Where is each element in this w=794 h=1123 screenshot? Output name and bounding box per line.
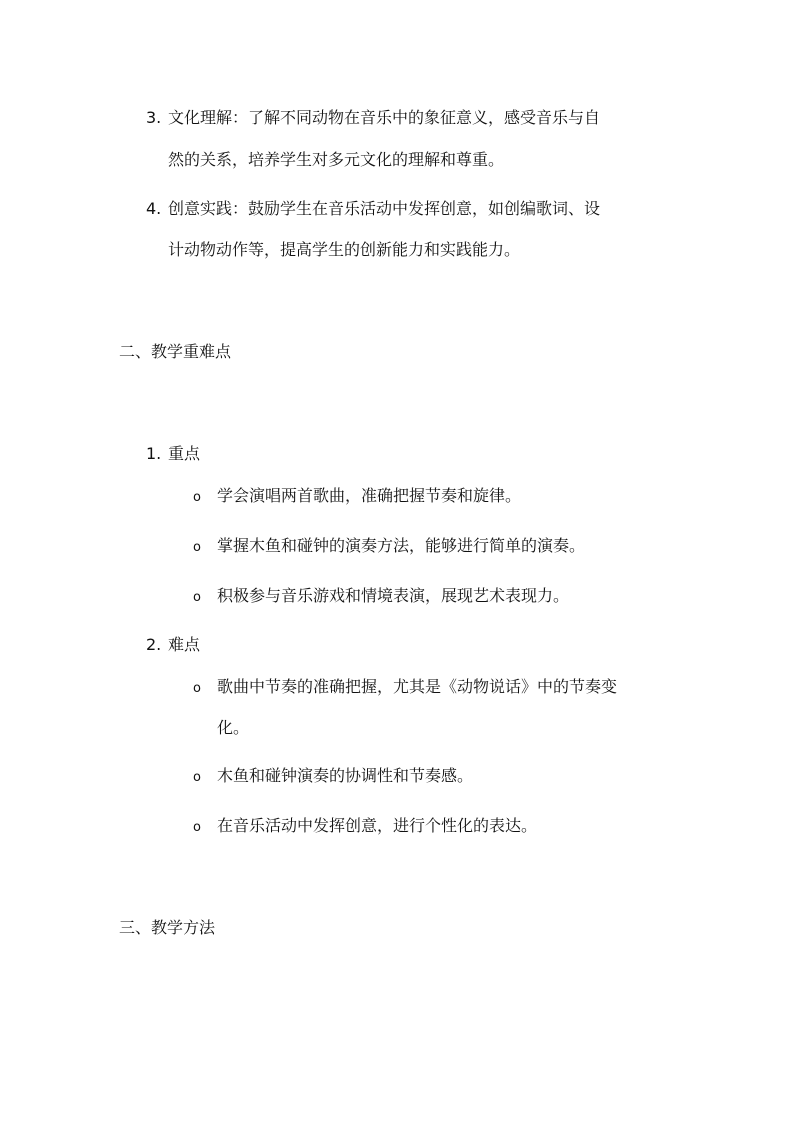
section-heading: 三、教学方法: [119, 918, 216, 937]
bullet-icon: o: [193, 540, 201, 555]
list-number: 2.: [146, 635, 162, 654]
bullet-icon: o: [193, 681, 201, 696]
list-number: 4.: [146, 199, 162, 218]
group-label: 难点: [168, 635, 201, 654]
list-item: 积极参与音乐游戏和情境表演，展现艺术表现力。: [217, 586, 570, 605]
bullet-icon: o: [193, 490, 201, 505]
list-item: 木鱼和碰钟演奏的协调性和节奏感。: [217, 766, 474, 785]
list-item: 歌曲中节奏的准确把握，尤其是《动物说话》中的节奏变: [217, 677, 618, 696]
list-item: 学会演唱两首歌曲，准确把握节奏和旋律。: [217, 486, 522, 505]
bullet-icon: o: [193, 590, 201, 605]
list-item-continuation: 化。: [217, 718, 250, 737]
bullet-icon: o: [193, 820, 201, 835]
bullet-icon: o: [193, 770, 201, 785]
objective-text-line: 创意实践：鼓励学生在音乐活动中发挥创意，如创编歌词、设: [168, 199, 601, 218]
group-label: 重点: [168, 444, 201, 463]
list-number: 1.: [146, 444, 162, 463]
objective-text-line: 文化理解：了解不同动物在音乐中的象征意义，感受音乐与自: [168, 108, 601, 127]
list-item: 掌握木鱼和碰钟的演奏方法，能够进行简单的演奏。: [217, 536, 586, 555]
list-item: 在音乐活动中发挥创意，进行个性化的表达。: [217, 816, 538, 835]
list-number: 3.: [146, 108, 162, 127]
objective-text-line: 然的关系，培养学生对多元文化的理解和尊重。: [168, 150, 505, 169]
section-heading: 二、教学重难点: [119, 342, 232, 361]
objective-text-line: 计动物动作等，提高学生的创新能力和实践能力。: [168, 240, 521, 259]
